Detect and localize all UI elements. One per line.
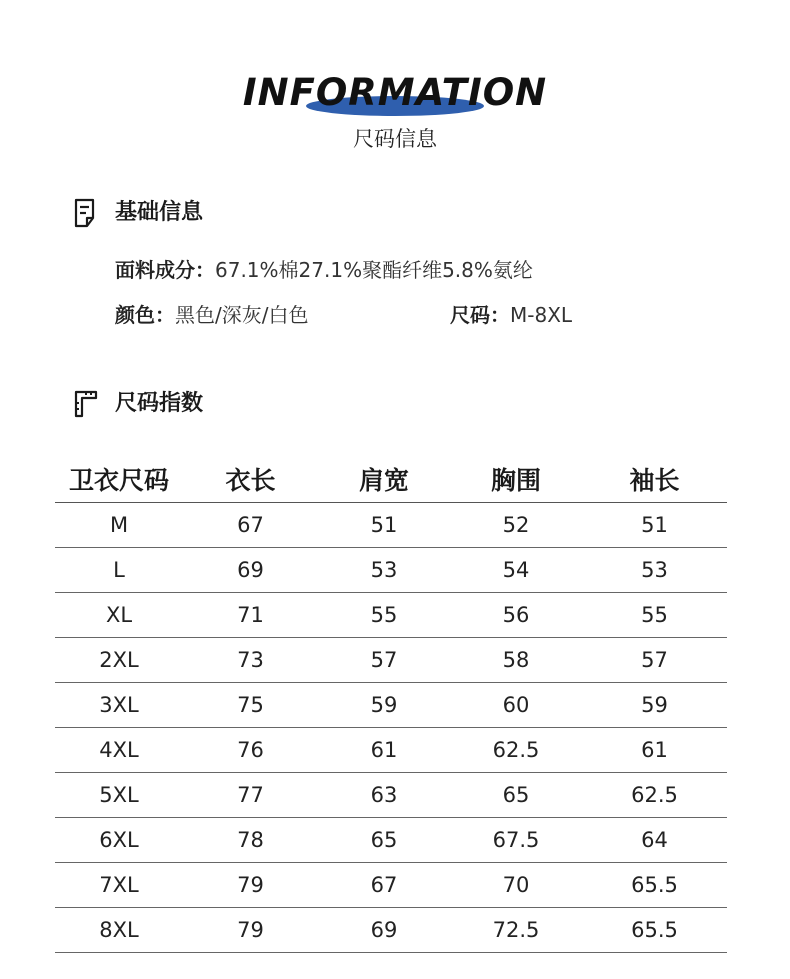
table-cell: 77 [237,783,264,807]
table-cell: 67 [237,513,264,537]
table-row [55,863,727,908]
table-cell: 65.5 [631,918,678,942]
table-cell: 63 [370,783,398,807]
table-cell: 65 [370,828,398,852]
table-cell: 67 [370,873,398,897]
basic-info-heading [73,197,203,229]
table-cell: 59 [370,693,398,717]
table-row [55,728,727,773]
table-cell: 54 [502,558,530,582]
section-title: 尺码指数 [115,391,204,416]
table-cell: 3XL [99,693,139,717]
table-cell: 65.5 [631,873,678,897]
table-cell: 62.5 [492,738,540,762]
table-cell: 67.5 [492,828,540,852]
column-header: 胸围 [490,465,541,495]
table-cell: 51 [370,513,398,537]
table-cell: 58 [502,648,530,672]
table-cell: 51 [641,513,668,537]
table-cell: 73 [237,648,264,672]
table-row [55,683,727,728]
color-label: 颜色： [115,303,175,327]
table-header-row [55,455,727,503]
section-title: 基础信息 [115,200,204,225]
size-range-info [450,301,572,329]
table-cell: 69 [370,918,398,942]
table-row [55,548,727,593]
table-cell: 69 [237,558,264,582]
fabric-value: 67.1%棉27.1%聚酯纤维5.8%氨纶 [215,258,533,282]
table-cell: 57 [641,648,668,672]
table-cell: 61 [370,738,398,762]
fabric-composition [115,256,533,284]
table-cell: 56 [502,603,530,627]
table-row [55,593,727,638]
table-row [55,773,727,818]
table-cell: 6XL [99,828,139,852]
column-header: 卫衣尺码 [68,465,169,495]
table-cell: 4XL [99,738,139,762]
table-cell: 8XL [99,918,139,942]
table-cell: 65 [502,783,530,807]
table-cell: 78 [237,828,264,852]
size-chart-heading [73,388,203,420]
table-cell: 76 [237,738,264,762]
table-cell: 71 [237,603,264,627]
column-header: 袖长 [629,465,680,495]
table-cell: 53 [641,558,668,582]
document-icon [73,198,99,228]
fabric-label: 面料成分： [115,258,215,282]
table-cell: 64 [641,828,668,852]
table-row [55,818,727,863]
ruler-icon [73,389,99,419]
table-cell: 7XL [99,873,139,897]
table-cell: 55 [370,603,398,627]
color-value: 黑色/深灰/白色 [175,303,309,327]
table-cell: 72.5 [492,918,540,942]
table-cell: 2XL [99,648,139,672]
table-cell: 62.5 [631,783,678,807]
table-cell: XL [105,603,133,627]
column-header: 衣长 [225,465,276,495]
table-cell: 53 [370,558,398,582]
size-range-value: M-8XL [510,303,573,327]
table-cell: 79 [237,873,264,897]
information-header [0,70,790,160]
column-header: 肩宽 [358,465,409,495]
header-title: INFORMATION [242,71,548,114]
table-cell: 55 [641,603,668,627]
table-cell: 60 [502,693,530,717]
table-cell: 57 [370,648,398,672]
table-cell: 79 [237,918,264,942]
table-cell: 75 [237,693,264,717]
table-cell: 70 [502,873,530,897]
table-row [55,503,727,548]
header-subtitle: 尺码信息 [353,127,437,151]
table-cell: M [109,513,129,537]
table-cell: 52 [502,513,530,537]
table-row [55,638,727,683]
table-row [55,908,727,953]
size-table [55,455,727,953]
size-range-label: 尺码： [450,303,510,327]
table-cell: 5XL [99,783,139,807]
table-cell: 61 [641,738,668,762]
color-info [115,301,308,329]
table-cell: L [113,558,125,582]
table-cell: 59 [641,693,668,717]
